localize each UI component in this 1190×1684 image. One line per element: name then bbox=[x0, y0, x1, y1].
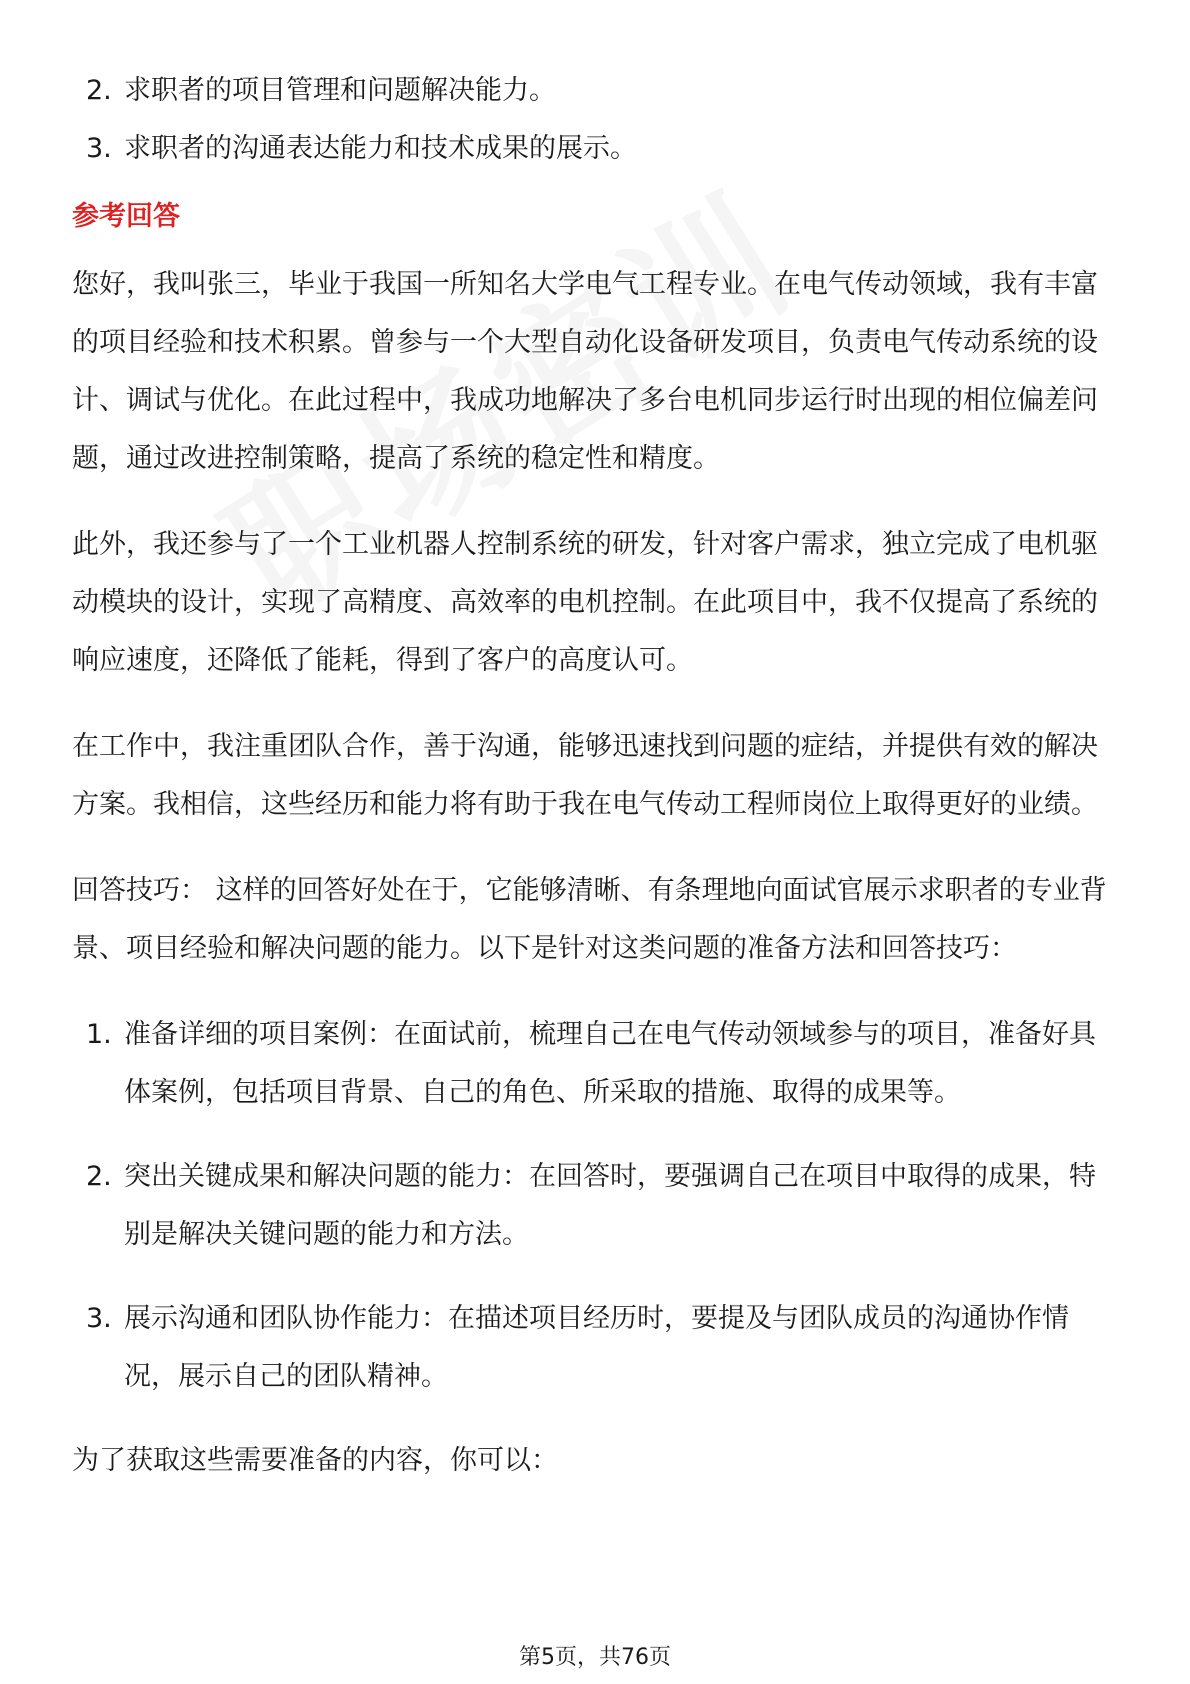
paragraph: 在工作中，我注重团队合作，善于沟通，能够迅速找到问题的症结，并提供有效的解决方案。我相信，这些经历和能力将有助于我在电气传动工程师岗位上取得更好的业绩。 bbox=[72, 731, 1098, 820]
list-number: 2. bbox=[86, 1161, 112, 1192]
list-text: 求职者的项目管理和问题解决能力。 bbox=[124, 75, 556, 106]
top-list bbox=[72, 62, 1118, 178]
closing-paragraph: 为了获取这些需要准备的内容，你可以： bbox=[72, 1445, 558, 1476]
list-item bbox=[72, 62, 1118, 120]
list-text: 求职者的沟通表达能力和技术成果的展示。 bbox=[124, 133, 637, 164]
list-number: 2. bbox=[86, 75, 112, 106]
list-item bbox=[72, 1148, 1118, 1264]
answer-tips-paragraph: 回答技巧： 这样的回答好处在于，它能够清晰、有条理地向面试官展示求职者的专业背景、项目经验和解决问题的能力。以下是针对这类问题的准备方法和回答技巧： bbox=[72, 875, 1107, 964]
section-heading: 参考回答 bbox=[72, 201, 180, 232]
tips-list bbox=[72, 1006, 1118, 1406]
list-number: 3. bbox=[86, 133, 112, 164]
list-item bbox=[72, 1290, 1118, 1406]
list-number: 3. bbox=[86, 1303, 112, 1334]
list-text: 展示沟通和团队协作能力：在描述项目经历时，要提及与团队成员的沟通协作情况，展示自己的团队精神。 bbox=[124, 1303, 1069, 1392]
list-text: 突出关键成果和解决问题的能力：在回答时，要强调自己在项目中取得的成果，特别是解决关键问题的能力和方法。 bbox=[124, 1161, 1096, 1250]
list-text: 准备详细的项目案例：在面试前，梳理自己在电气传动领域参与的项目，准备好具体案例，包括项目背景、自己的角色、所采取的措施、取得的成果等。 bbox=[124, 1019, 1096, 1108]
list-item bbox=[72, 1006, 1118, 1122]
paragraph: 此外，我还参与了一个工业机器人控制系统的研发，针对客户需求，独立完成了电机驱动模块的设计，实现了高精度、高效率的电机控制。在此项目中，我不仅提高了系统的响应速度，还降低了能耗，得到了客户的高度认可。 bbox=[72, 529, 1098, 676]
paragraph: 您好，我叫张三，毕业于我国一所知名大学电气工程专业。在电气传动领域，我有丰富的项目经验和技术积累。曾参与一个大型自动化设备研发项目，负责电气传动系统的设计、调试与优化。在此过程中，我成功地解决了多台电机同步运行时出现的相位偏差问题，通过改进控制策略，提高了系统的稳定性和精度。 bbox=[72, 269, 1098, 474]
page-footer: 第5页，共76页 bbox=[519, 1645, 671, 1670]
page-content bbox=[72, 62, 1118, 1490]
list-item bbox=[72, 120, 1118, 178]
list-number: 1. bbox=[86, 1019, 112, 1050]
